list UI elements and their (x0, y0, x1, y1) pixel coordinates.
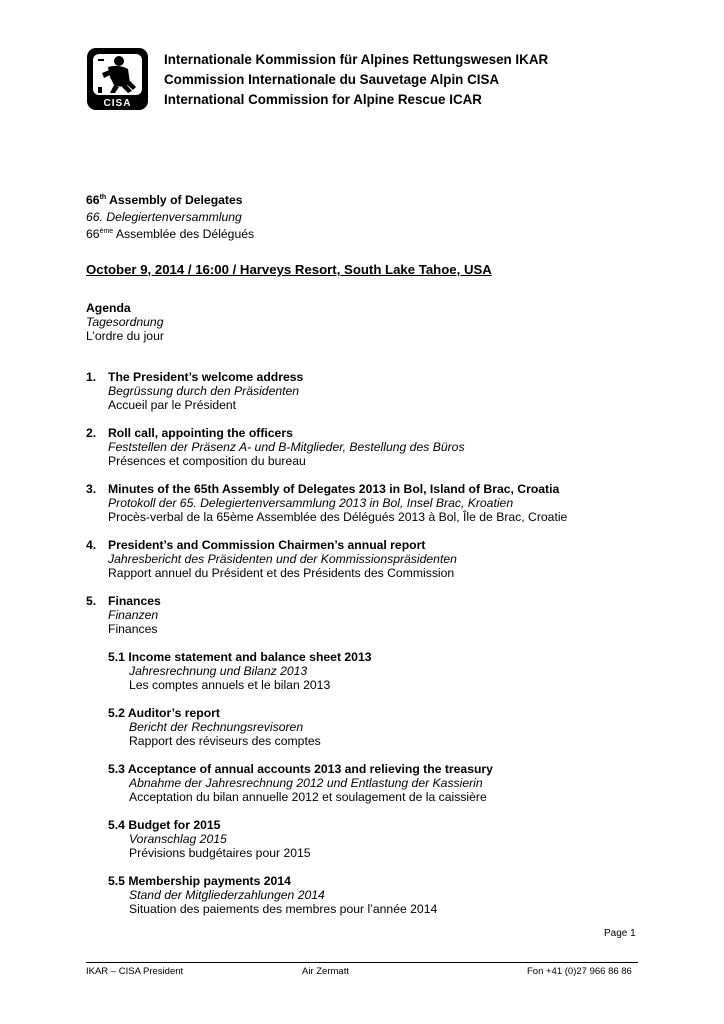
assembly-title-fr: 66ème Assemblée des Délégués (86, 227, 255, 241)
footer-rule (86, 962, 638, 963)
org-name-en: International Commission for Alpine Rescue ICAR (164, 92, 482, 107)
footer-left: IKAR – CISA President (86, 966, 184, 977)
agenda-item: 4. President’s and Commission Chairmen’s annual report Jahresbericht des Präsidenten und der Kommissionspräsidenten Rapport annuel du Président et des Présidents des Commission (86, 538, 457, 580)
assembly-title-de: 66. Delegiertenversammlung (86, 210, 242, 224)
footer-center: Air Zermatt (302, 966, 349, 977)
agenda-subitem: 5.1 Income statement and balance sheet 2013 Jahresrechnung und Bilanz 2013 Les comptes annuels et le bilan 2013 (108, 650, 372, 692)
agenda-item: 1. The President’s welcome address Begrüssung durch den Präsidenten Accueil par le Président (86, 370, 304, 412)
agenda-item: 2. Roll call, appointing the officers Feststellen der Präsenz A- und B-Mitglieder, Bestellung des Büros Présences et composition du bureau (86, 426, 465, 468)
agenda-heading-en: Agenda (86, 301, 131, 315)
agenda-item: 5. Finances Finanzen Finances (86, 594, 161, 636)
org-name-de: Internationale Kommission für Alpines Rettungswesen IKAR (164, 52, 549, 67)
footer-right: Fon +41 (0)27 966 86 86 (527, 966, 632, 977)
agenda-subitem: 5.3 Acceptance of annual accounts 2013 and relieving the treasury Abnahme der Jahresrechnung 2012 und Entlastung der Kassierin Acceptation du bilan annuelle 2012 et soulagement de la caissière (108, 762, 493, 804)
agenda-subitem: 5.5 Membership payments 2014 Stand der Mitgliederzahlungen 2014 Situation des paiements des membres pour l’année 2014 (108, 874, 438, 916)
event-date-location: October 9, 2014 / 16:00 / Harveys Resort, South Lake Tahoe, USA (86, 262, 492, 277)
page-number: Page 1 (604, 928, 636, 939)
assembly-title-en: 66th Assembly of Delegates (86, 193, 243, 207)
ikar-cisa-logo (86, 47, 149, 111)
agenda-subitem: 5.2 Auditor’s report Bericht der Rechnungsrevisoren Rapport des réviseurs des comptes (108, 706, 321, 748)
org-name-fr: Commission Internationale du Sauvetage Alpin CISA (164, 72, 500, 87)
agenda-heading-de: Tagesordnung (86, 315, 164, 329)
agenda-subitem: 5.4 Budget for 2015 Voranschlag 2015 Prévisions budgétaires pour 2015 (108, 818, 311, 860)
agenda-heading-fr: L’ordre du jour (86, 329, 164, 343)
agenda-item: 3. Minutes of the 65th Assembly of Delegates 2013 in Bol, Island of Brac, Croatia Protokoll der 65. Delegiertenversammlung 2013 in Bol, Insel Brac, Kroatien Procès-verbal de la 65ème Assemblée des Délégués 2013 à Bol, Île de Brac, Croatie (86, 482, 568, 524)
logo-text: CISA (103, 98, 132, 109)
